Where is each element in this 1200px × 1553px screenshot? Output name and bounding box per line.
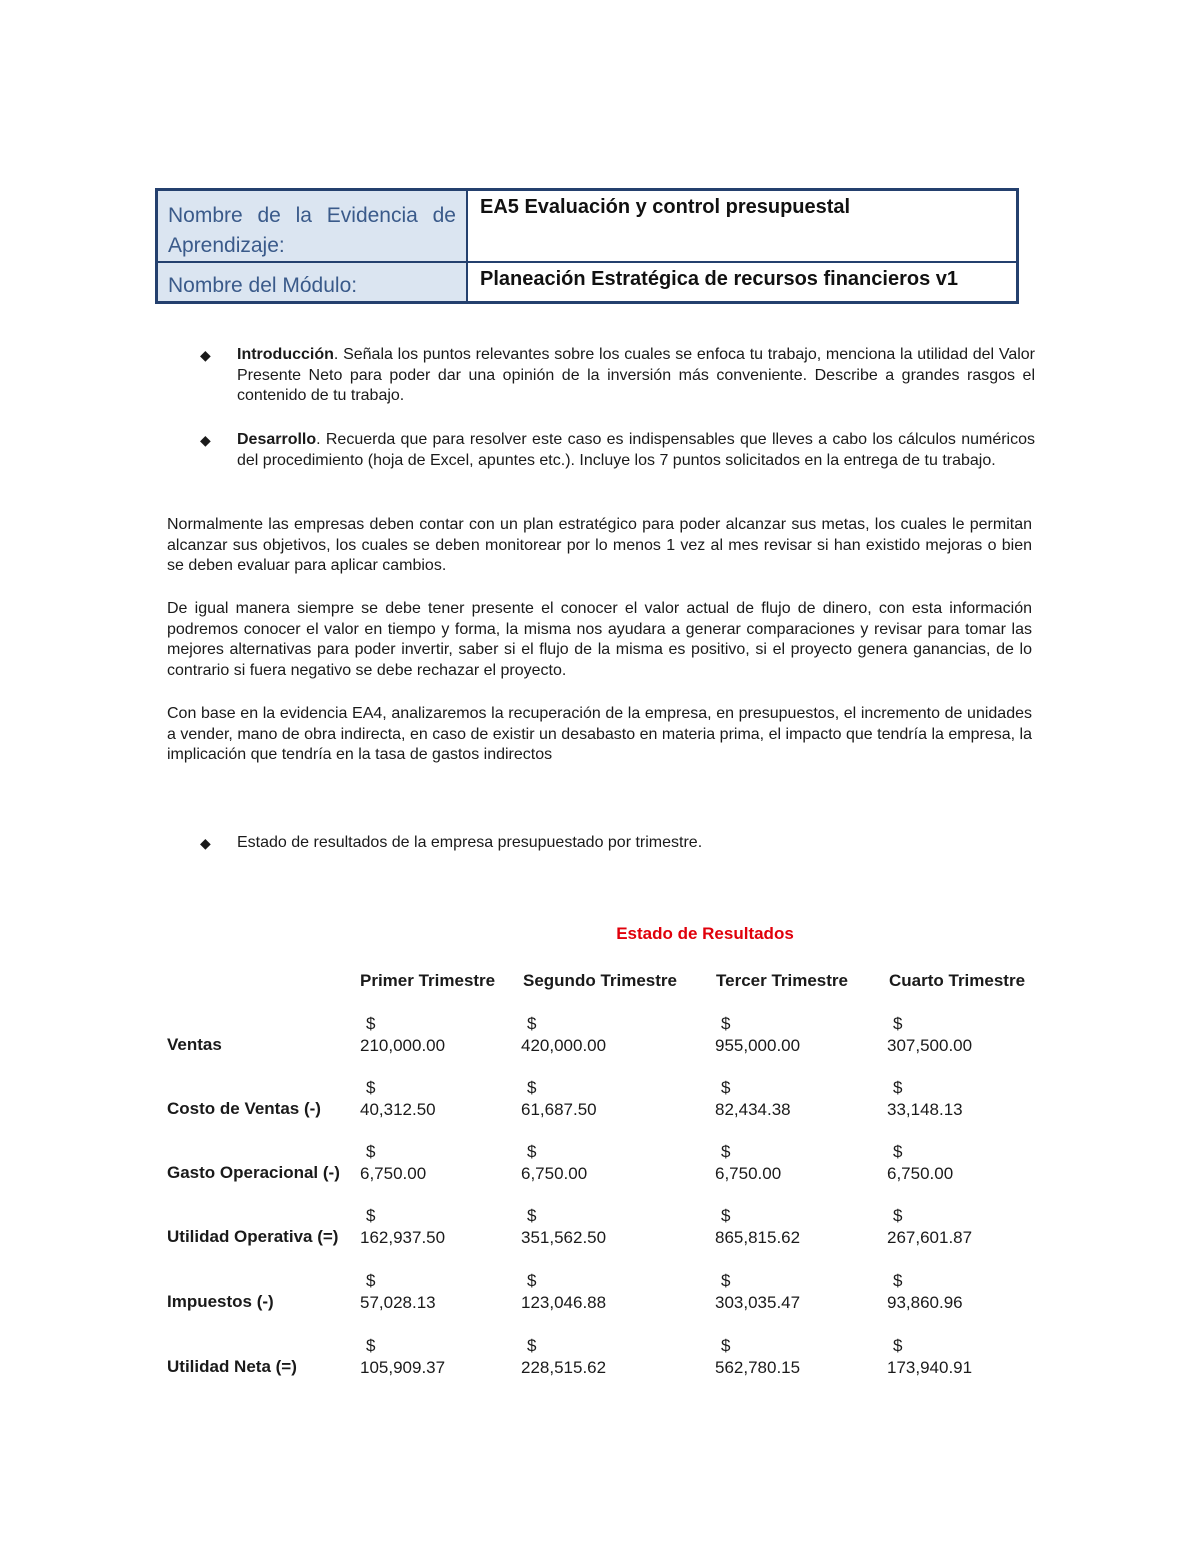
currency-symbol: $: [366, 1142, 376, 1161]
cell-value: 173,940.91: [887, 1358, 973, 1377]
cell-value: 210,000.00: [360, 1036, 446, 1055]
cell-value: 228,515.62: [521, 1358, 607, 1377]
col-header: Cuarto Trimestre: [889, 971, 1026, 990]
row-label: Impuestos (-): [167, 1292, 274, 1311]
currency-symbol: $: [527, 1206, 537, 1225]
row-label: Ventas: [167, 1035, 222, 1054]
cell-value: 6,750.00: [715, 1164, 782, 1183]
currency-symbol: $: [721, 1271, 731, 1290]
cell-value: 420,000.00: [521, 1036, 607, 1055]
cell-value: 105,909.37: [360, 1358, 446, 1377]
value-cell: [887, 1141, 953, 1185]
estado-text: Estado de resultados de la empresa presupuestado por trimestre.: [237, 834, 703, 851]
currency-symbol: $: [721, 1078, 731, 1097]
value-cell: [715, 1077, 791, 1121]
value-cell: [360, 1013, 445, 1057]
intro-title: Introducción: [237, 346, 334, 363]
value-cell: [360, 1205, 445, 1249]
value-cell: [887, 1013, 972, 1057]
cell-value: 307,500.00: [887, 1036, 973, 1055]
currency-symbol: $: [527, 1271, 537, 1290]
cell-value: 93,860.96: [887, 1293, 963, 1312]
currency-symbol: $: [527, 1336, 537, 1355]
dev-title: Desarrollo: [237, 431, 317, 448]
bullet-icon: ◆: [200, 347, 211, 363]
cell-value: 123,046.88: [521, 1293, 607, 1312]
currency-symbol: $: [721, 1142, 731, 1161]
value-cell: [715, 1335, 800, 1379]
currency-symbol: $: [366, 1206, 376, 1225]
bullet-icon: ◆: [200, 432, 211, 448]
statement-title: Estado de Resultados: [616, 924, 794, 943]
currency-symbol: $: [366, 1014, 376, 1033]
value-cell: [715, 1141, 781, 1185]
currency-symbol: $: [893, 1142, 903, 1161]
currency-symbol: $: [893, 1206, 903, 1225]
cell-value: 955,000.00: [715, 1036, 801, 1055]
cell-value: 267,601.87: [887, 1228, 973, 1247]
row-label: Utilidad Operativa (=): [167, 1227, 339, 1246]
row-label: Costo de Ventas (-): [167, 1099, 321, 1118]
cell-value: 303,035.47: [715, 1293, 801, 1312]
dev-text: . Recuerda que para resolver este caso es indispensables que lleves a cabo los cálculos numéricos del procedimiento (hoja de Excel, apuntes etc.). Incluye los 7 puntos solicitados en la entrega de tu trabajo.: [237, 431, 1035, 469]
bullet-desarrollo: [200, 430, 1035, 471]
value-cell: [887, 1335, 972, 1379]
module-value: Planeación Estratégica de recursos financieros v1: [467, 262, 1018, 303]
currency-symbol: $: [527, 1142, 537, 1161]
currency-symbol: $: [721, 1206, 731, 1225]
value-cell: [521, 1335, 606, 1379]
value-cell: [360, 1077, 436, 1121]
cell-value: 82,434.38: [715, 1100, 791, 1119]
col-header: Tercer Trimestre: [716, 971, 848, 990]
value-cell: [360, 1335, 445, 1379]
col-header: Primer Trimestre: [360, 971, 496, 990]
value-cell: [715, 1013, 800, 1057]
currency-symbol: $: [721, 1014, 731, 1033]
value-cell: [521, 1077, 597, 1121]
currency-symbol: $: [893, 1014, 903, 1033]
evidence-label: Nombre de la Evidencia de Aprendizaje:: [157, 190, 468, 263]
value-cell: [887, 1270, 963, 1314]
cell-value: 865,815.62: [715, 1228, 801, 1247]
value-cell: [521, 1013, 606, 1057]
value-cell: [521, 1270, 606, 1314]
cell-value: 6,750.00: [887, 1164, 954, 1183]
row-label: Utilidad Neta (=): [167, 1357, 297, 1376]
currency-symbol: $: [893, 1271, 903, 1290]
cell-value: 61,687.50: [521, 1100, 597, 1119]
cell-value: 6,750.00: [360, 1164, 427, 1183]
value-cell: [521, 1141, 587, 1185]
paragraph-1: Normalmente las empresas deben contar con un plan estratégico para poder alcanzar sus metas, los cuales le permitan alcanzar sus objetivos, los cuales se deben monitorear por lo menos 1 vez al mes revisar si han existido mejoras o bien se deben evaluar para aplicar cambios.: [167, 516, 1032, 574]
module-label: Nombre del Módulo:: [157, 262, 468, 303]
cell-value: 162,937.50: [360, 1228, 446, 1247]
currency-symbol: $: [366, 1078, 376, 1097]
currency-symbol: $: [366, 1271, 376, 1290]
currency-symbol: $: [893, 1078, 903, 1097]
cell-value: 6,750.00: [521, 1164, 588, 1183]
currency-symbol: $: [721, 1336, 731, 1355]
row-label: Gasto Operacional (-): [167, 1163, 340, 1182]
value-cell: [887, 1205, 972, 1249]
bullet-icon: ◆: [200, 835, 211, 851]
col-header: Segundo Trimestre: [523, 971, 677, 990]
value-cell: [360, 1141, 426, 1185]
cell-value: 562,780.15: [715, 1358, 801, 1377]
currency-symbol: $: [893, 1336, 903, 1355]
value-cell: [360, 1270, 436, 1314]
cell-value: 351,562.50: [521, 1228, 607, 1247]
currency-symbol: $: [366, 1336, 376, 1355]
currency-symbol: $: [527, 1078, 537, 1097]
value-cell: [715, 1205, 800, 1249]
cell-value: 40,312.50: [360, 1100, 436, 1119]
paragraph-3: Con base en la evidencia EA4, analizaremos la recuperación de la empresa, en presupuestos, el incremento de unidades a vender, mano de obra indirecta, en caso de existir un desabasto en materia prima, el impacto que tendría la empresa, la implicación que tendría en la tasa de gastos indirectos: [167, 705, 1032, 763]
currency-symbol: $: [527, 1014, 537, 1033]
paragraph-2: De igual manera siempre se debe tener presente el conocer el valor actual de flujo de dinero, con esta información podremos conocer el valor en tiempo y forma, la misma nos ayudara a generar comparaciones y revisar para tomar las mejores alternativas para poder invertir, saber si el flujo de la misma es positivo, si el proyecto genera ganancias, de lo contrario si fuera negativo se debe rechazar el proyecto.: [167, 600, 1032, 679]
cell-value: 57,028.13: [360, 1293, 436, 1312]
cell-value: 33,148.13: [887, 1100, 963, 1119]
value-cell: [715, 1270, 800, 1314]
value-cell: [887, 1077, 963, 1121]
intro-text: . Señala los puntos relevantes sobre los cuales se enfoca tu trabajo, menciona la utilidad del Valor Presente Neto para poder dar una opinión de la inversión más conveniente. Describe a grandes rasgos el contenido de tu trabajo.: [237, 346, 1035, 404]
bullet-introduccion: [200, 345, 1035, 407]
bullet-estado: [200, 833, 1035, 854]
header-table: [155, 188, 1019, 304]
evidence-value: EA5 Evaluación y control presupuestal: [467, 190, 1018, 263]
value-cell: [521, 1205, 606, 1249]
